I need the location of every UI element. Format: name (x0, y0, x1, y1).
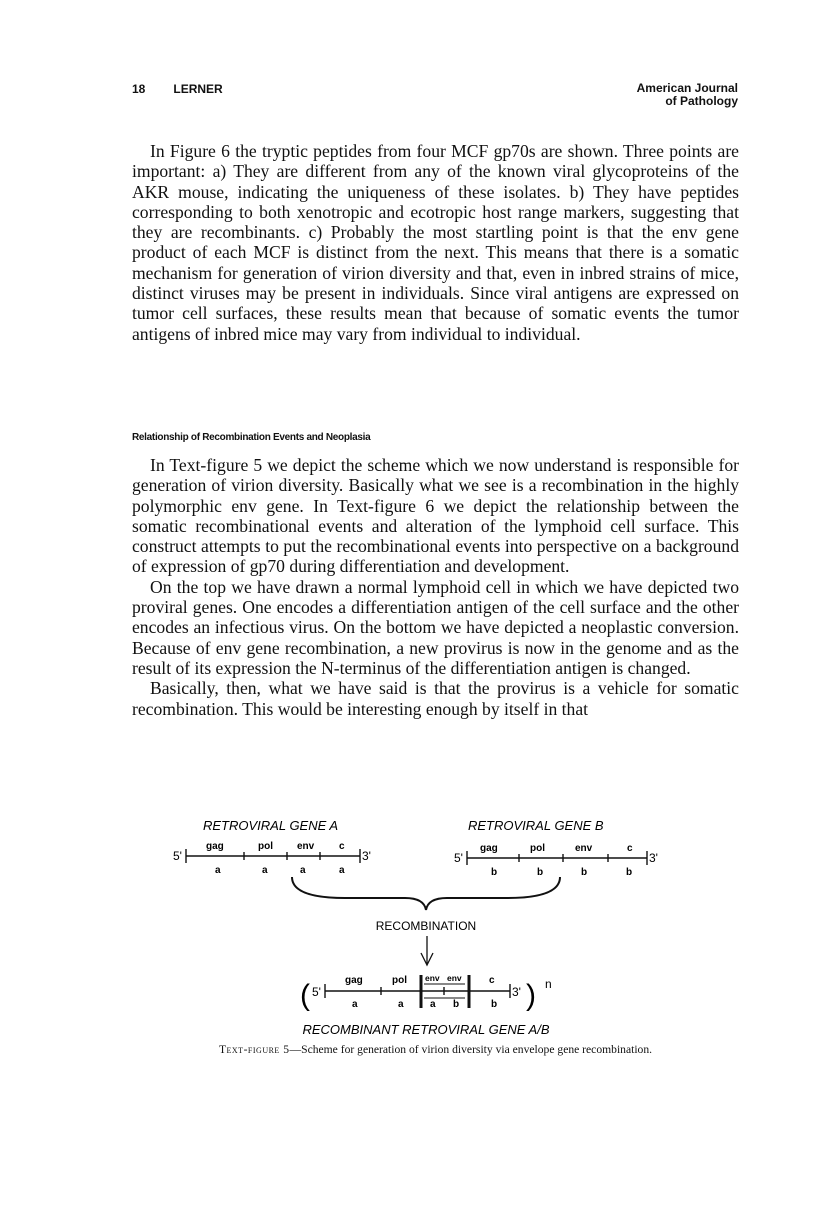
gene-a-label-pol: pol (258, 841, 273, 852)
gene-a-5prime: 5' (173, 849, 182, 863)
gene-a-3prime: 3' (362, 849, 371, 863)
recombinant-label-gag: gag (345, 975, 363, 986)
section-heading: Relationship of Recombination Events and Neoplasia (132, 432, 371, 443)
running-header-journal (637, 82, 738, 108)
body-text-section (132, 455, 739, 719)
right-parenthesis: ) (526, 979, 536, 1012)
gene-b-letter: b (537, 867, 544, 878)
left-parenthesis: ( (300, 979, 310, 1012)
recombination-diagram (0, 812, 816, 1042)
recombinant-label-c: c (489, 975, 495, 986)
recombinant-letter: b (453, 999, 460, 1010)
paragraph: In Figure 6 the tryptic peptides from four MCF gp70s are shown. Three points are important: a) They are different from any of the known viral glycoproteins of the AKR mouse, indicating the uniqueness of these isolates. b) They have peptides corresponding to both xenotropic and ecotropic host range markers, suggesting that they are recombinants. c) Probably the most startling point is that the env gene product of each MCF is distinct from the next. This means that there is a somatic mechanism for generation of virion diversity and that, even in inbred strains of mice, distinct viruses may be present in individuals. Since viral antigens are expressed on tumor cell surfaces, these results mean that because of somatic events the tumor antigens of inbred mice may vary from individual to individual. (132, 141, 739, 344)
gene-b-letter: b (491, 867, 498, 878)
running-author: LERNER (173, 82, 223, 96)
caption-text: —Scheme for generation of virion diversity via envelope gene recombination. (289, 1043, 653, 1056)
env-region-left-bar (420, 975, 423, 1008)
body-text-top (132, 141, 739, 344)
recombinant-label-env-b: env (447, 973, 462, 983)
gene-a-letter: a (262, 865, 268, 876)
recombinant-letter: a (352, 999, 358, 1010)
gene-b-3prime: 3' (649, 851, 658, 865)
journal-name-line2: of Pathology (665, 94, 738, 108)
caption-label: Text-figure 5 (218, 1043, 290, 1056)
recombinant-label-pol: pol (392, 975, 407, 986)
paragraph: On the top we have drawn a normal lymphoid cell in which we have depicted two proviral genes. One encodes a differentiation antigen of the cell surface and the other encodes an infectious virus. On the bottom we have depicted a neoplastic conversion. Because of env gene recombination, a new provirus is now in the genome and as the result of its expression the N-terminus of the differentiation antigen is changed. (132, 576, 739, 678)
gene-a-label-c: c (339, 841, 345, 852)
gene-a-letter: a (300, 865, 306, 876)
exponent-n: n (545, 977, 552, 991)
recombinant-letter: a (398, 999, 404, 1010)
gene-b-letter: b (581, 867, 588, 878)
page-number: 18 (132, 82, 146, 96)
paragraph: Basically, then, what we have said is that the provirus is a vehicle for somatic recombination. This would be interesting enough by itself in that (132, 678, 739, 719)
recombination-label: RECOMBINATION (375, 919, 477, 933)
recombinant-letter: a (430, 999, 436, 1010)
gene-b-label-gag: gag (480, 843, 498, 854)
gene-a-letter: a (339, 865, 345, 876)
recombinant-letter: b (491, 999, 498, 1010)
recombinant-5prime: 5' (312, 985, 321, 999)
gene-b-title: RETROVIRAL GENE B (468, 818, 604, 833)
text-figure-5 (0, 812, 816, 1082)
env-region-right-bar (468, 975, 471, 1008)
paragraph: In Text-figure 5 we depict the scheme which we now understand is responsible for generation of virion diversity. Basically what we see is a recombination in the highly polymorphic env gene. In Text-figure 6 we depict the relationship between the somatic recombinational events and alteration of the lymphoid cell surface. This construct attempts to put the recombinational events into perspective on a background of expression of gp70 during differentiation and development. (132, 455, 739, 577)
figure-caption (132, 1043, 739, 1056)
gene-a-label-gag: gag (206, 841, 224, 852)
recombinant-title: RECOMBINANT RETROVIRAL GENE A/B (302, 1022, 550, 1037)
gene-a-title: RETROVIRAL GENE A (203, 818, 339, 833)
recombination-brace (292, 877, 560, 910)
journal-name-line1: American Journal (636, 81, 738, 95)
gene-a-label-env: env (297, 841, 315, 852)
recombinant-3prime: 3' (512, 985, 521, 999)
gene-b-letter: b (626, 867, 633, 878)
recombinant-label-env-a: env (425, 973, 440, 983)
gene-b-label-pol: pol (530, 843, 545, 854)
gene-b-label-c: c (627, 843, 633, 854)
gene-b-label-env: env (575, 843, 593, 854)
running-header-left (132, 82, 223, 96)
gene-a-letter: a (215, 865, 221, 876)
gene-b-5prime: 5' (454, 851, 463, 865)
